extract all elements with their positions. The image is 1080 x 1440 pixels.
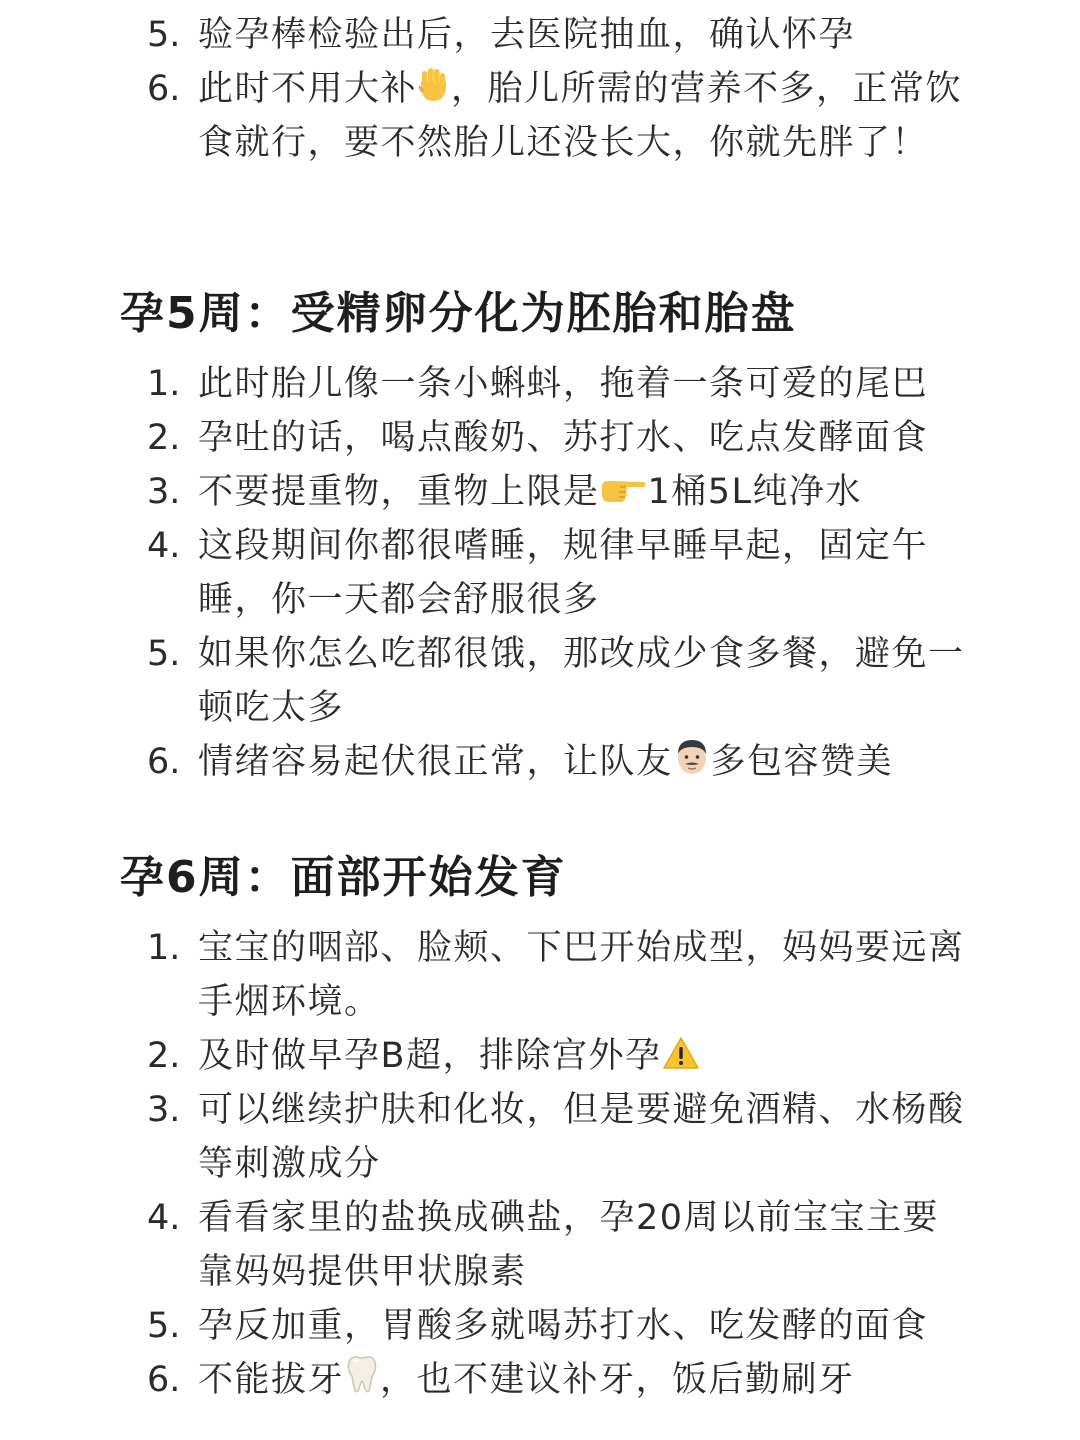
- list-item: [140, 1191, 970, 1299]
- list-item: [140, 519, 970, 627]
- item-number: 1.: [147, 928, 181, 968]
- list-item: [140, 735, 970, 789]
- tooth-icon: [344, 1354, 380, 1394]
- item-text: 宝宝的咽部、脸颊、下巴开始成型，妈妈要远离手烟环境。: [198, 928, 965, 1022]
- item-text: 孕吐的话，喝点酸奶、苏打水、吃点发酵面食: [198, 418, 929, 458]
- item-text: 看看家里的盐换成碘盐，孕20周以前宝宝主要靠妈妈提供甲状腺素: [198, 1198, 940, 1292]
- hand-icon: [417, 67, 451, 103]
- item-number: 2.: [147, 1036, 181, 1076]
- item-number: 3.: [147, 472, 181, 512]
- item-text-continued: 多包容赞美: [710, 742, 894, 782]
- item-text-continued: ，也不建议补牙，饭后勤刷牙: [380, 1360, 855, 1400]
- list-item: [140, 357, 970, 411]
- item-text: 不要提重物，重物上限是: [198, 472, 600, 512]
- item-number: 5.: [147, 1306, 181, 1346]
- section-heading-week6: 孕6周：面部开始发育: [120, 852, 567, 903]
- item-text: 此时不用大补: [198, 69, 418, 109]
- item-text: 验孕棒检验出后，去医院抽血，确认怀孕: [198, 15, 856, 55]
- man-face-icon: [673, 736, 711, 776]
- item-number: 6.: [147, 742, 181, 782]
- item-text: 孕反加重，胃酸多就喝苏打水、吃发酵的面食: [198, 1306, 929, 1346]
- item-number: 3.: [147, 1090, 181, 1130]
- section-heading-week5: 孕5周：受精卵分化为胚胎和胎盘: [120, 288, 797, 339]
- item-number: 6.: [147, 1360, 181, 1400]
- item-text: 不能拔牙: [198, 1360, 345, 1400]
- item-text: 情绪容易起伏很正常，让队友: [198, 742, 673, 782]
- warning-icon: [662, 1036, 700, 1070]
- item-number: 5.: [147, 634, 181, 674]
- list-item: [140, 1083, 970, 1191]
- item-text: 此时胎儿像一条小蝌蚪，拖着一条可爱的尾巴: [198, 364, 929, 404]
- list-item: [140, 411, 970, 465]
- list-item: [140, 1299, 970, 1353]
- item-number: 4.: [147, 1198, 181, 1238]
- item-text-continued: 1桶5L纯净水: [647, 472, 863, 512]
- item-text: 如果你怎么吃都很饿，那改成少食多餐，避免一顿吃太多: [198, 634, 965, 728]
- item-number: 2.: [147, 418, 181, 458]
- item-number: 1.: [147, 364, 181, 404]
- list-item: [140, 62, 970, 170]
- item-number: 4.: [147, 526, 181, 566]
- list-item: [140, 465, 970, 519]
- list-item: [140, 921, 970, 1029]
- item-text-continued: ，胎儿所需的营养不多，正常饮食就行，要不然胎儿还没长大，你就先胖了！: [198, 69, 963, 163]
- list-item: [140, 1029, 970, 1083]
- item-text: 可以继续护肤和化妆，但是要避免酒精、水杨酸等刺激成分: [198, 1090, 965, 1184]
- item-number: 5.: [147, 15, 181, 55]
- pointing-right-icon: [600, 476, 648, 506]
- list-item: [140, 1353, 970, 1407]
- list-item: [140, 8, 970, 62]
- week5-list: [140, 357, 970, 789]
- item-text: 及时做早孕B超，排除宫外孕: [198, 1036, 662, 1076]
- item-text: 这段期间你都很嗜睡，规律早睡早起，固定午睡，你一天都会舒服很多: [198, 526, 929, 620]
- week4-list: [140, 8, 970, 170]
- list-item: [140, 627, 970, 735]
- week6-list: [140, 921, 970, 1407]
- item-number: 6.: [147, 69, 181, 109]
